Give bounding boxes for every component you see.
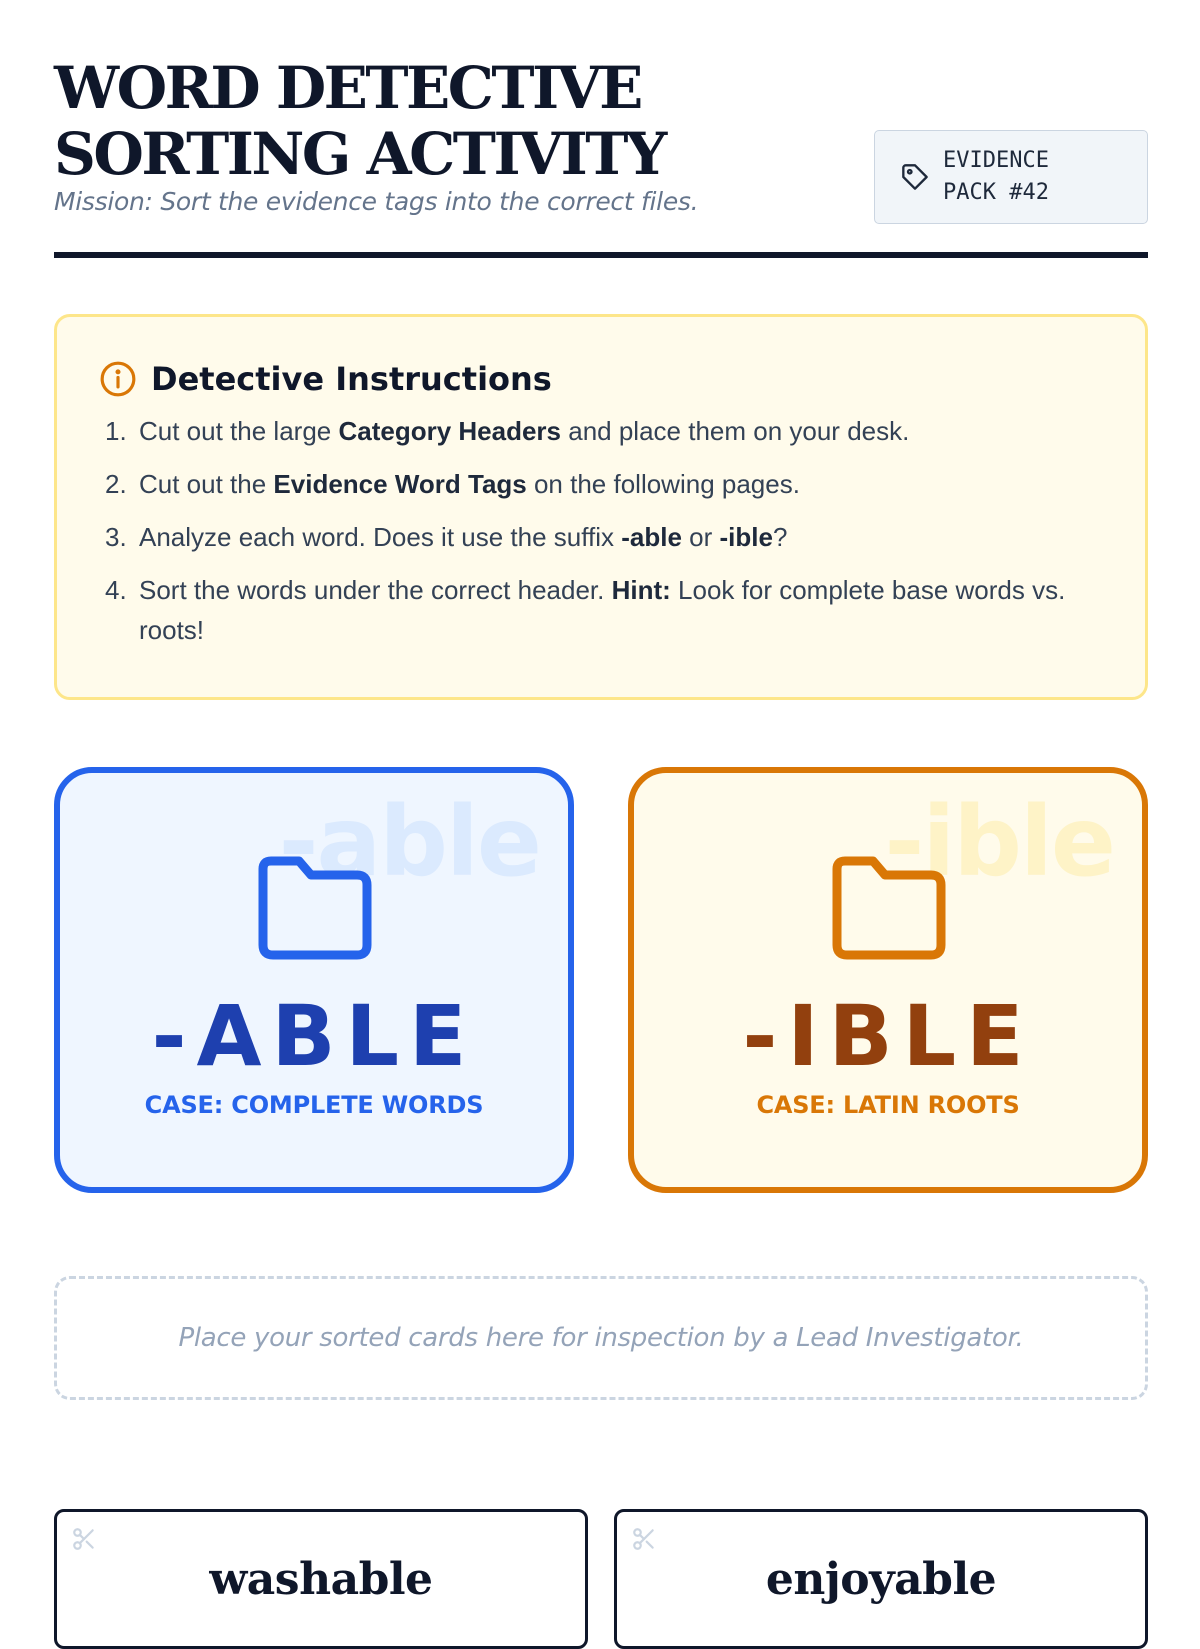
header-divider <box>54 252 1148 258</box>
worksheet-header <box>54 55 1148 260</box>
folder-icon <box>253 853 377 963</box>
step-emphasis: -ible <box>719 522 773 552</box>
category-suffix: -ABLE <box>151 987 477 1085</box>
category-case-label: CASE: LATIN ROOTS <box>756 1091 1020 1119</box>
category-case-label: CASE: COMPLETE WORDS <box>144 1091 484 1119</box>
step-text: on the following pages. <box>526 469 800 499</box>
instruction-step <box>99 517 1105 557</box>
tag-icon <box>901 163 929 191</box>
page-title: WORD DETECTIVE SORTING ACTIVITY <box>54 54 665 188</box>
category-card-ible[interactable] <box>628 767 1148 1193</box>
step-number: 1. <box>105 416 127 446</box>
evidence-pack-badge <box>874 130 1148 224</box>
scissors-icon <box>71 1526 97 1552</box>
step-text: ? <box>772 522 788 552</box>
word-tag-text: enjoyable <box>765 1554 997 1605</box>
inspection-drop-zone[interactable] <box>54 1276 1148 1400</box>
category-card-able[interactable] <box>54 767 574 1193</box>
instruction-step <box>99 411 1105 451</box>
word-tag-card[interactable] <box>614 1509 1148 1649</box>
step-text: and place them on your desk. <box>561 416 910 446</box>
evidence-pack-label: EVIDENCE PACK #42 <box>943 148 1049 205</box>
category-watermark: -ible <box>884 786 1114 898</box>
step-text: Cut out the <box>139 469 274 499</box>
step-emphasis: Category Headers <box>338 416 562 446</box>
step-text: Sort the words under the correct header. <box>139 575 612 605</box>
step-emphasis: Evidence Word Tags <box>273 469 527 499</box>
step-emphasis: -able <box>621 522 682 552</box>
instruction-step <box>99 570 1105 650</box>
step-text: Cut out the large <box>139 416 339 446</box>
category-watermark: -able <box>278 786 540 898</box>
step-emphasis: Hint: <box>611 575 671 605</box>
step-number: 2. <box>105 469 127 499</box>
instructions-box <box>54 314 1148 700</box>
mission-subtitle: Mission: Sort the evidence tags into the correct files. <box>54 187 699 216</box>
instructions-title: Detective Instructions <box>151 360 552 398</box>
step-text: or <box>681 522 720 552</box>
word-tag-card[interactable] <box>54 1509 588 1649</box>
instructions-header <box>99 357 1105 401</box>
worksheet-page <box>54 0 1148 1605</box>
scissors-icon <box>631 1526 657 1552</box>
instruction-steps <box>99 411 1105 650</box>
category-suffix: -IBLE <box>742 987 1034 1085</box>
inspection-text: Place your sorted cards here for inspection by a Lead Investigator. <box>178 1323 1024 1353</box>
folder-icon <box>827 853 951 963</box>
step-text: Look for complete base words vs. roots! <box>139 575 1066 645</box>
step-number: 4. <box>105 575 127 605</box>
word-tag-text: washable <box>209 1554 433 1605</box>
info-icon <box>99 360 137 398</box>
instruction-step <box>99 464 1105 504</box>
step-number: 3. <box>105 522 127 552</box>
step-text: Analyze each word. Does it use the suffix <box>139 522 622 552</box>
